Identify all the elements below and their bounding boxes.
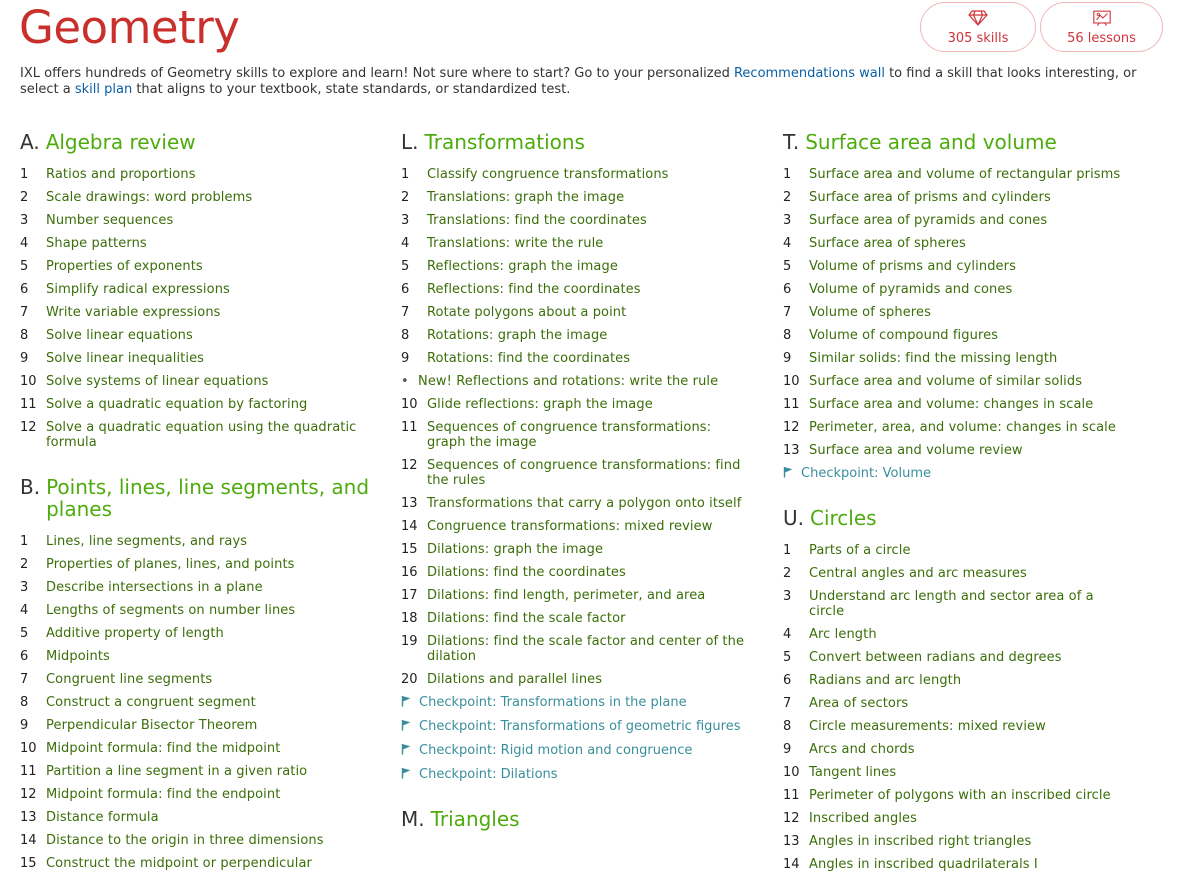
skill-item[interactable]: [401, 611, 751, 626]
skill-plan-link[interactable]: skill plan: [74, 82, 133, 97]
skill-number: 4: [20, 603, 29, 618]
skill-link[interactable]: Write variable expressions: [46, 305, 221, 320]
skill-number: 11: [783, 397, 800, 412]
skill-number: 4: [783, 236, 792, 251]
skill-link[interactable]: Construct the midpoint or perpendicular: [46, 856, 312, 871]
skill-link[interactable]: Midpoints: [46, 649, 110, 664]
skill-item[interactable]: [783, 397, 1133, 412]
skill-number: 5: [401, 259, 410, 274]
skills-count-button[interactable]: [920, 2, 1036, 52]
skill-link[interactable]: Rotate polygons about a point: [427, 305, 627, 320]
skill-number: 11: [401, 420, 418, 435]
skill-number: 12: [783, 811, 800, 826]
skill-link[interactable]: Rotations: find the coordinates: [427, 351, 631, 366]
skill-number: 6: [783, 673, 792, 688]
skill-number: 3: [401, 213, 410, 228]
skill-link[interactable]: Inscribed angles: [809, 811, 918, 826]
skill-item[interactable]: [20, 534, 370, 549]
category-letter: U.: [783, 506, 804, 530]
skill-number: 10: [783, 765, 800, 780]
checkpoint-link[interactable]: Checkpoint: Dilations: [419, 767, 558, 782]
skill-link[interactable]: Rotations: graph the image: [427, 328, 608, 343]
skill-item[interactable]: [401, 458, 751, 488]
skill-item[interactable]: [20, 259, 370, 274]
skill-number: 3: [783, 589, 792, 604]
category-name[interactable]: Transformations: [424, 130, 585, 154]
skill-number: 6: [783, 282, 792, 297]
category-heading[interactable]: [783, 131, 1133, 153]
skill-link[interactable]: Scale drawings: word problems: [46, 190, 253, 205]
skill-item[interactable]: [783, 650, 1133, 665]
skill-number: 13: [401, 496, 418, 511]
skill-link[interactable]: Angles in inscribed right triangles: [809, 834, 1032, 849]
skill-number: 15: [401, 542, 418, 557]
skill-link[interactable]: Congruent line segments: [46, 672, 213, 687]
skill-number: 2: [401, 190, 410, 205]
checkpoint-item[interactable]: [783, 466, 1133, 481]
skill-number: 12: [401, 458, 418, 473]
skill-item[interactable]: [20, 328, 370, 343]
skill-link[interactable]: Surface area and volume: changes in scale: [809, 397, 1094, 412]
skill-link[interactable]: New! Reflections and rotations: write the rule: [418, 374, 719, 389]
skill-number: 5: [20, 259, 29, 274]
recommendations-wall-link[interactable]: Recommendations wall: [733, 66, 885, 81]
skill-link[interactable]: Lengths of segments on number lines: [46, 603, 296, 618]
checkpoint-item[interactable]: [401, 695, 751, 710]
skill-list: [783, 167, 1133, 458]
skill-item[interactable]: [783, 788, 1133, 803]
skill-item[interactable]: [783, 543, 1133, 558]
skill-number: 8: [20, 328, 29, 343]
skill-item[interactable]: [20, 190, 370, 205]
skill-item[interactable]: [20, 787, 370, 802]
skill-link[interactable]: Tangent lines: [809, 765, 897, 780]
skill-link[interactable]: Parts of a circle: [809, 543, 911, 558]
skill-link[interactable]: Perpendicular Bisector Theorem: [46, 718, 258, 733]
skill-link[interactable]: Construct a congruent segment: [46, 695, 256, 710]
category-heading[interactable]: [401, 131, 751, 153]
skill-link[interactable]: Properties of planes, lines, and points: [46, 557, 295, 572]
skill-number: 1: [401, 167, 410, 182]
category-heading[interactable]: [20, 131, 370, 153]
skill-number: 5: [783, 259, 792, 274]
skill-number: 14: [783, 857, 800, 872]
skill-link[interactable]: Volume of compound figures: [809, 328, 999, 343]
skill-link[interactable]: Dilations and parallel lines: [427, 672, 603, 687]
skill-item[interactable]: [783, 213, 1133, 228]
skills-column-3: [783, 131, 1133, 880]
skill-item[interactable]: [783, 857, 1133, 872]
skill-item[interactable]: [20, 833, 370, 848]
skill-link[interactable]: Midpoint formula: find the midpoint: [46, 741, 281, 756]
skill-link[interactable]: Number sequences: [46, 213, 174, 228]
category-letter: A.: [20, 130, 40, 154]
skill-item[interactable]: [20, 649, 370, 664]
skill-item[interactable]: [401, 190, 751, 205]
category-heading[interactable]: [20, 476, 370, 520]
skill-number: •: [401, 374, 409, 389]
skill-link[interactable]: Additive property of length: [46, 626, 224, 641]
category-name[interactable]: Surface area and volume: [805, 130, 1057, 154]
skill-number: 4: [401, 236, 410, 251]
skill-item[interactable]: [783, 742, 1133, 757]
skill-number: 9: [20, 718, 29, 733]
skill-link[interactable]: Describe intersections in a plane: [46, 580, 263, 595]
skill-number: 6: [20, 649, 29, 664]
skill-item[interactable]: [401, 351, 751, 366]
skill-number: 15: [20, 856, 37, 871]
skill-link[interactable]: Volume of prisms and cylinders: [809, 259, 1016, 274]
checkpoint-flag-icon: [401, 695, 419, 709]
skill-number: 20: [401, 672, 418, 687]
page-title: Geometry: [19, 1, 240, 54]
skill-number: 8: [20, 695, 29, 710]
category-name[interactable]: Points, lines, line segments, and planes: [46, 475, 370, 521]
skill-item[interactable]: [20, 305, 370, 320]
checkpoint-flag-icon: [401, 743, 419, 757]
skill-link[interactable]: Solve linear inequalities: [46, 351, 205, 366]
skill-number: 18: [401, 611, 418, 626]
lessons-count: 56 lessons: [1067, 31, 1136, 46]
category-name[interactable]: Algebra review: [45, 130, 196, 154]
category-letter: L.: [401, 130, 419, 154]
skill-item[interactable]: [401, 259, 751, 274]
skill-item[interactable]: [783, 589, 1133, 619]
skill-list: [20, 534, 370, 871]
skill-number: 5: [783, 650, 792, 665]
skill-item[interactable]: [401, 374, 751, 389]
skill-item[interactable]: [401, 236, 751, 251]
category-heading[interactable]: [401, 808, 751, 830]
skill-item[interactable]: [20, 167, 370, 182]
checkpoint-link[interactable]: Checkpoint: Transformations in the plane: [419, 695, 687, 710]
skill-number: 7: [783, 696, 792, 711]
skill-link[interactable]: Arc length: [809, 627, 877, 642]
skill-link[interactable]: Convert between radians and degrees: [809, 650, 1062, 665]
skill-item[interactable]: [20, 810, 370, 825]
checkpoint-link[interactable]: Checkpoint: Volume: [801, 466, 932, 481]
skill-number: 16: [401, 565, 418, 580]
skill-link[interactable]: Solve linear equations: [46, 328, 193, 343]
checkpoint-flag-icon: [401, 719, 419, 733]
skill-number: 8: [783, 719, 792, 734]
skill-number: 9: [401, 351, 410, 366]
skill-link[interactable]: Translations: graph the image: [427, 190, 625, 205]
skill-item[interactable]: [20, 603, 370, 618]
skill-link[interactable]: Sequences of congruence transformations: find the rules: [427, 458, 741, 488]
skill-number: 9: [783, 742, 792, 757]
skill-link[interactable]: Dilations: graph the image: [427, 542, 604, 557]
skill-link[interactable]: Midpoint formula: find the endpoint: [46, 787, 281, 802]
skill-number: 12: [20, 420, 37, 435]
skill-link[interactable]: Surface area and volume review: [809, 443, 1023, 458]
category-letter: T.: [783, 130, 800, 154]
checkpoint-link[interactable]: Checkpoint: Transformations of geometric figures: [419, 719, 741, 734]
skill-number: 11: [20, 397, 37, 412]
skill-number: 2: [20, 557, 29, 572]
skill-number: 7: [20, 305, 29, 320]
skill-link[interactable]: Distance to the origin in three dimensions: [46, 833, 324, 848]
skill-number: 2: [20, 190, 29, 205]
skill-link[interactable]: Angles in inscribed quadrilaterals I: [809, 857, 1038, 872]
intro-text: [20, 66, 1160, 98]
skill-number: 11: [20, 764, 37, 779]
skill-item[interactable]: [401, 213, 751, 228]
skill-number: 8: [783, 328, 792, 343]
skill-item[interactable]: [783, 719, 1133, 734]
skill-link[interactable]: Circle measurements: mixed review: [809, 719, 1046, 734]
skill-link[interactable]: Glide reflections: graph the image: [427, 397, 653, 412]
skill-number: 4: [20, 236, 29, 251]
category-heading[interactable]: [783, 507, 1133, 529]
skill-link[interactable]: Surface area of pyramids and cones: [809, 213, 1048, 228]
skill-item[interactable]: [783, 627, 1133, 642]
skill-link[interactable]: Understand arc length and sector area of a circle: [809, 589, 1094, 619]
skill-number: 14: [20, 833, 37, 848]
skill-item[interactable]: [20, 397, 370, 412]
skill-number: 3: [20, 213, 29, 228]
gem-icon: [968, 9, 988, 27]
skill-number: 6: [401, 282, 410, 297]
skill-number: 7: [401, 305, 410, 320]
skill-item[interactable]: [20, 672, 370, 687]
skill-number: 7: [20, 672, 29, 687]
skill-number: 10: [783, 374, 800, 389]
skill-item[interactable]: [783, 351, 1133, 366]
skill-item[interactable]: [20, 580, 370, 595]
skill-link[interactable]: Volume of pyramids and cones: [809, 282, 1013, 297]
skill-item[interactable]: [783, 811, 1133, 826]
skill-number: 8: [401, 328, 410, 343]
skill-item[interactable]: [783, 374, 1133, 389]
skill-item[interactable]: [401, 420, 751, 450]
checkpoint-item[interactable]: [401, 767, 751, 782]
skill-number: 10: [20, 374, 37, 389]
intro-part: that aligns to your textbook, state standards, or standardized test.: [132, 82, 571, 97]
skill-link[interactable]: Classify congruence transformations: [427, 167, 669, 182]
skill-number: 9: [20, 351, 29, 366]
skill-link[interactable]: Area of sectors: [809, 696, 909, 711]
skill-number: 4: [783, 627, 792, 642]
skill-link[interactable]: Radians and arc length: [809, 673, 962, 688]
skill-item[interactable]: [20, 282, 370, 297]
skill-link[interactable]: Arcs and chords: [809, 742, 915, 757]
skill-number: 1: [20, 534, 29, 549]
skill-number: 10: [401, 397, 418, 412]
checkpoint-flag-icon: [783, 466, 801, 480]
skill-item[interactable]: [401, 672, 751, 687]
skill-list: [401, 167, 751, 687]
skill-link[interactable]: Reflections: graph the image: [427, 259, 618, 274]
skill-item[interactable]: [401, 542, 751, 557]
skill-link[interactable]: Volume of spheres: [809, 305, 931, 320]
skill-item[interactable]: [20, 351, 370, 366]
skill-item[interactable]: [783, 443, 1133, 458]
skill-number: 2: [783, 566, 792, 581]
skill-item[interactable]: [783, 834, 1133, 849]
skill-link[interactable]: Transformations that carry a polygon onto itself: [427, 496, 742, 511]
skill-item[interactable]: [783, 167, 1133, 182]
skill-list: [20, 167, 370, 450]
skill-list: [783, 543, 1133, 872]
skill-item[interactable]: [20, 741, 370, 756]
skill-item[interactable]: [20, 856, 370, 871]
skill-number: 14: [401, 519, 418, 534]
skills-column-2: [401, 131, 751, 844]
skill-link[interactable]: Congruence transformations: mixed review: [427, 519, 713, 534]
skill-item[interactable]: [783, 566, 1133, 581]
skill-number: 12: [783, 420, 800, 435]
skill-link[interactable]: Lines, line segments, and rays: [46, 534, 248, 549]
skill-link[interactable]: Shape patterns: [46, 236, 147, 251]
skill-item[interactable]: [783, 190, 1133, 205]
skill-number: 3: [20, 580, 29, 595]
checkpoint-link[interactable]: Checkpoint: Rigid motion and congruence: [419, 743, 693, 758]
skill-link[interactable]: Reflections: find the coordinates: [427, 282, 641, 297]
skill-number: 9: [783, 351, 792, 366]
lessons-count-button[interactable]: [1040, 2, 1163, 52]
category-letter: B.: [20, 475, 41, 499]
skill-number: 13: [783, 443, 800, 458]
skill-item[interactable]: [401, 282, 751, 297]
skill-item[interactable]: [401, 565, 751, 580]
skill-number: 6: [20, 282, 29, 297]
skill-link[interactable]: Solve a quadratic equation by factoring: [46, 397, 308, 412]
checkpoint-flag-icon: [401, 767, 419, 781]
skill-number: 12: [20, 787, 37, 802]
skill-item[interactable]: [401, 496, 751, 511]
skill-number: 7: [783, 305, 792, 320]
skill-link[interactable]: Solve a quadratic equation using the quadratic formula: [46, 420, 357, 450]
checkpoint-item[interactable]: [401, 743, 751, 758]
skill-item[interactable]: [783, 305, 1133, 320]
skill-link[interactable]: Ratios and proportions: [46, 167, 196, 182]
skill-number: 13: [20, 810, 37, 825]
category-letter: M.: [401, 807, 425, 831]
lesson-board-icon: [1092, 9, 1112, 27]
skill-item[interactable]: [783, 696, 1133, 711]
skill-item[interactable]: [401, 519, 751, 534]
skill-link[interactable]: Solve systems of linear equations: [46, 374, 269, 389]
skill-item[interactable]: [20, 718, 370, 733]
skill-item[interactable]: [20, 764, 370, 779]
skill-number: 17: [401, 588, 418, 603]
skill-link[interactable]: Translations: write the rule: [427, 236, 604, 251]
skill-number: 19: [401, 634, 418, 649]
skill-item[interactable]: [20, 213, 370, 228]
skill-link[interactable]: Perimeter, area, and volume: changes in scale: [809, 420, 1116, 435]
skill-item[interactable]: [20, 236, 370, 251]
skill-item[interactable]: [20, 420, 370, 450]
skill-link[interactable]: Simplify radical expressions: [46, 282, 230, 297]
intro-part: to find a skill that looks interesting, or select a: [20, 66, 1137, 97]
skill-link[interactable]: Translations: find the coordinates: [427, 213, 647, 228]
skill-item[interactable]: [783, 328, 1133, 343]
checkpoint-item[interactable]: [401, 719, 751, 734]
skill-item[interactable]: [783, 259, 1133, 274]
skill-link[interactable]: Surface area and volume of similar solids: [809, 374, 1083, 389]
skills-column-1: [20, 131, 370, 879]
skill-link[interactable]: Dilations: find the scale factor: [427, 611, 626, 626]
skill-link[interactable]: Distance formula: [46, 810, 159, 825]
skill-link[interactable]: Similar solids: find the missing length: [809, 351, 1058, 366]
skill-item[interactable]: [783, 420, 1133, 435]
skill-link[interactable]: Surface area of spheres: [809, 236, 966, 251]
skill-item[interactable]: [401, 588, 751, 603]
skill-number: 1: [783, 543, 792, 558]
skill-link[interactable]: Central angles and arc measures: [809, 566, 1027, 581]
category-name[interactable]: Triangles: [430, 807, 520, 831]
skill-number: 1: [20, 167, 29, 182]
skill-item[interactable]: [783, 236, 1133, 251]
intro-part: IXL offers hundreds of Geometry skills to explore and learn! Not sure where to start? Go to your personalized: [20, 66, 734, 81]
skill-link[interactable]: Perimeter of polygons with an inscribed circle: [809, 788, 1111, 803]
skill-number: 5: [20, 626, 29, 641]
skill-item[interactable]: [401, 634, 751, 664]
skill-number: 3: [783, 213, 792, 228]
skills-count: 305 skills: [947, 31, 1009, 46]
skill-item[interactable]: [401, 328, 751, 343]
skill-item[interactable]: [20, 626, 370, 641]
skill-item[interactable]: [401, 397, 751, 412]
skill-item[interactable]: [401, 167, 751, 182]
skill-number: 1: [783, 167, 792, 182]
skill-number: 13: [783, 834, 800, 849]
skill-number: 10: [20, 741, 37, 756]
skill-link[interactable]: Surface area and volume of rectangular prisms: [809, 167, 1121, 182]
skill-link[interactable]: Sequences of congruence transformations: graph the image: [427, 420, 712, 450]
skill-item[interactable]: [783, 673, 1133, 688]
skill-item[interactable]: [783, 765, 1133, 780]
skill-item[interactable]: [20, 374, 370, 389]
skill-link[interactable]: Surface area of prisms and cylinders: [809, 190, 1051, 205]
category-name[interactable]: Circles: [810, 506, 877, 530]
skill-link[interactable]: Dilations: find length, perimeter, and area: [427, 588, 706, 603]
skill-number: 2: [783, 190, 792, 205]
skill-item[interactable]: [783, 282, 1133, 297]
skill-item[interactable]: [20, 695, 370, 710]
skill-link[interactable]: Partition a line segment in a given ratio: [46, 764, 308, 779]
skill-item[interactable]: [20, 557, 370, 572]
skill-link[interactable]: Dilations: find the coordinates: [427, 565, 626, 580]
skill-number: 11: [783, 788, 800, 803]
skill-item[interactable]: [401, 305, 751, 320]
skill-link[interactable]: Properties of exponents: [46, 259, 203, 274]
skill-link[interactable]: Dilations: find the scale factor and center of the dilation: [427, 634, 745, 664]
